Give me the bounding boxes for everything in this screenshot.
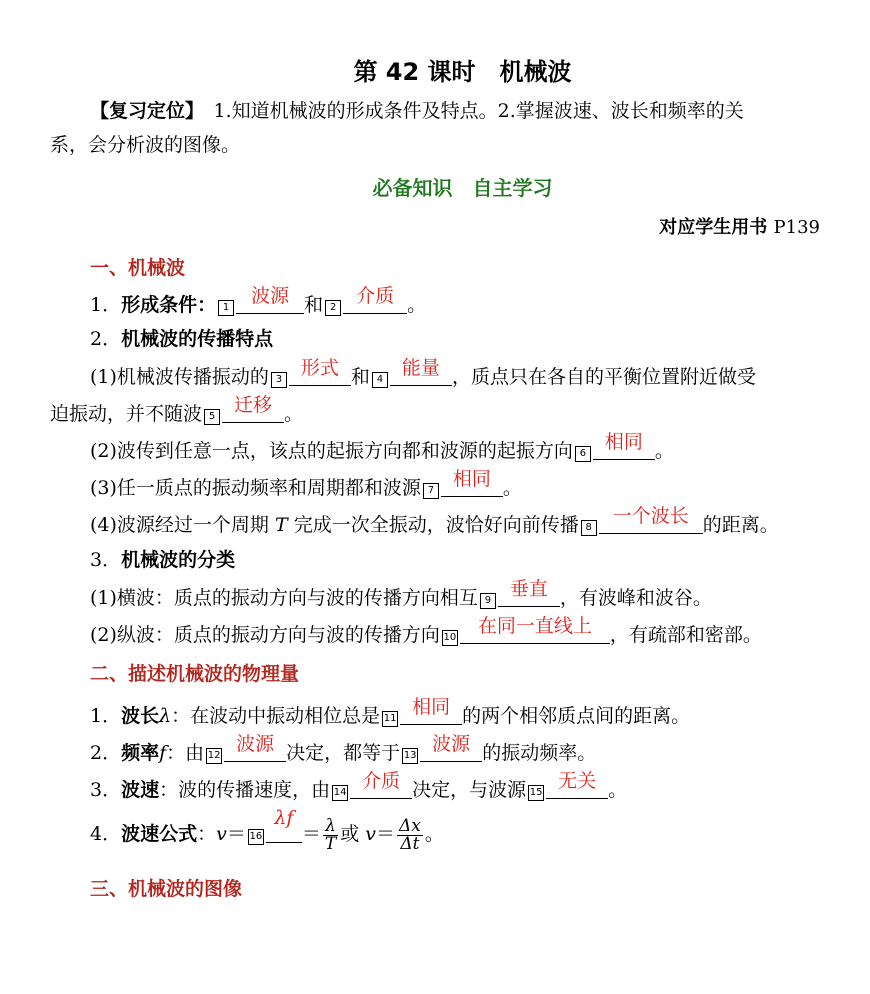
- feature-1-line-2: [50, 394, 304, 427]
- blank-number: 7: [423, 483, 439, 499]
- fraction-lambda-over-T: [323, 815, 338, 854]
- answer-text: 波源: [251, 285, 290, 307]
- equals-sign: ＝: [226, 823, 246, 845]
- blank-number: 15: [528, 785, 544, 801]
- answer-text: 垂直: [509, 578, 548, 600]
- text: (1)机械波传播振动的: [90, 366, 269, 388]
- answer-blank: [222, 394, 284, 423]
- quantity-wavelength: [90, 696, 691, 729]
- fraction-denominator: T: [324, 833, 337, 854]
- text: ：波的传播速度，由: [159, 779, 331, 801]
- text: (3)任一质点的振动频率和周期都和波源: [90, 477, 421, 499]
- answer-text: 迁移: [234, 394, 273, 416]
- item-propagation-features: [90, 326, 273, 352]
- text: 决定，与波源: [412, 779, 527, 801]
- answer-blank: [224, 733, 286, 762]
- feature-2: [90, 431, 674, 464]
- item-classification: [90, 547, 235, 573]
- item-label: 形成条件：: [121, 294, 217, 316]
- heading-mechanical-wave: 一、机械波: [90, 257, 186, 279]
- blank-number: 14: [332, 785, 348, 801]
- blank-number: 5: [204, 409, 220, 425]
- text: (1)横波：质点的振动方向与波的传播方向相互: [90, 587, 478, 609]
- blank-number: 8: [581, 520, 597, 536]
- review-text-1: 1.知道机械波的形成条件及特点。2.掌握波速、波长和频率的关: [194, 100, 744, 122]
- blank-number: 4: [372, 372, 388, 388]
- text: 的振动频率。: [482, 742, 597, 764]
- answer-text: 形式: [300, 357, 339, 379]
- quantity-wave-speed: [90, 770, 628, 803]
- symbol-v: v: [365, 823, 377, 845]
- blank-number: 1: [218, 300, 234, 316]
- item-label: 机械波的分类: [121, 549, 236, 571]
- equals-sign: ＝: [376, 823, 396, 845]
- symbol-v: v: [216, 823, 227, 845]
- answer-text: 相同: [412, 696, 451, 718]
- symbol-lambda: λ: [159, 705, 172, 727]
- review-label: 【复习定位】: [90, 100, 195, 122]
- quantity-speed-formula: [90, 807, 444, 854]
- answer-text: 在同一直线上: [477, 615, 592, 637]
- item-number: 1．: [90, 705, 122, 727]
- answer-blank: [390, 357, 452, 386]
- classification-longitudinal: [90, 615, 762, 648]
- answer-blank: [593, 431, 655, 460]
- text: 的距离。: [702, 514, 779, 536]
- reference-page: P139: [773, 217, 820, 238]
- item-number: 2．: [90, 742, 122, 764]
- symbol-period: T: [274, 514, 288, 536]
- text: 。: [608, 779, 628, 801]
- text: 的两个相邻质点间的距离。: [462, 705, 691, 727]
- answer-blank: [236, 285, 304, 314]
- reference-label: 对应学生用书: [659, 217, 768, 238]
- fraction-dx-over-dt: [397, 815, 423, 854]
- symbol-f: f: [159, 742, 167, 764]
- heading-wave-graph: 三、机械波的图像: [90, 878, 243, 900]
- answer-text: λf: [274, 807, 294, 829]
- blank-number: 10: [442, 630, 458, 646]
- answer-blank: [266, 807, 302, 843]
- item-label: 波速: [121, 779, 160, 801]
- equals-sign: ＝: [301, 823, 321, 845]
- answer-blank: [498, 578, 560, 607]
- blank-number: 13: [402, 748, 418, 764]
- item-number: 4．: [90, 823, 122, 845]
- text: (2)纵波：质点的振动方向与波的传播方向: [90, 624, 440, 646]
- text: 。: [502, 477, 522, 499]
- answer-text: 介质: [362, 770, 401, 792]
- text: ，有波峰和波谷。: [559, 587, 712, 609]
- fraction-numerator: Δx: [399, 815, 421, 836]
- text: 。: [654, 440, 674, 462]
- text: 完成一次全振动，波恰好向前传播: [287, 514, 579, 536]
- text: ：由: [166, 742, 205, 764]
- text: 。: [407, 294, 427, 316]
- review-line-2: 系，会分析波的图像。: [50, 134, 241, 156]
- text: 和: [350, 366, 370, 388]
- answer-blank: [441, 468, 503, 497]
- feature-3: [90, 468, 522, 501]
- answer-text: 无关: [558, 770, 597, 792]
- blank-number: 11: [382, 711, 398, 727]
- answer-blank: [289, 357, 351, 386]
- text: (4)波源经过一个周期: [90, 514, 275, 536]
- answer-text: 相同: [452, 468, 491, 490]
- blank-number: 6: [575, 446, 591, 462]
- reference-note: [659, 213, 820, 239]
- page-title: 第 42 课时 机械波: [353, 58, 572, 86]
- item-label: 波速公式: [121, 823, 198, 845]
- classification-transverse: [90, 578, 712, 611]
- fraction-numerator: λ: [323, 818, 338, 836]
- item-number: 3．: [90, 549, 122, 571]
- answer-text: 相同: [604, 431, 643, 453]
- text: 或: [340, 823, 366, 845]
- text: 决定，都等于: [286, 742, 401, 764]
- text: ：: [197, 823, 217, 845]
- item-number: 1．: [90, 294, 122, 316]
- item-label: 波长: [121, 705, 160, 727]
- blank-number: 2: [325, 300, 341, 316]
- text: ：在波动中振动相位总是: [171, 705, 381, 727]
- blank-number: 16: [248, 829, 264, 845]
- answer-text: 介质: [356, 285, 395, 307]
- answer-text: 一个波长: [612, 505, 689, 527]
- answer-blank: [599, 505, 703, 534]
- answer-blank: [400, 696, 462, 725]
- item-number: 2．: [90, 328, 122, 350]
- feature-1-line-1: [90, 357, 756, 390]
- fraction-denominator: Δt: [400, 833, 420, 854]
- text: 迫振动，并不随波: [50, 403, 203, 425]
- item-number: 3．: [90, 779, 122, 801]
- item-formation-conditions: [90, 285, 427, 318]
- item-label: 机械波的传播特点: [121, 328, 274, 350]
- text: 。: [424, 823, 444, 845]
- item-label: 频率: [121, 742, 160, 764]
- text: 和: [304, 294, 324, 316]
- blank-number: 12: [206, 748, 222, 764]
- answer-blank: [350, 770, 412, 799]
- answer-blank: [343, 285, 407, 314]
- answer-text: 能量: [401, 357, 440, 379]
- blank-number: 9: [480, 593, 496, 609]
- text: 。: [284, 403, 304, 425]
- feature-4: [90, 505, 779, 538]
- review-line-1: [90, 98, 744, 124]
- quantity-frequency: [90, 733, 597, 766]
- answer-text: 波源: [236, 733, 275, 755]
- text: ，有疏部和密部。: [609, 624, 762, 646]
- text: ，质点只在各自的平衡位置附近做受: [451, 366, 756, 388]
- answer-blank: [460, 615, 610, 644]
- heading-physical-quantities: 二、描述机械波的物理量: [90, 663, 300, 685]
- blank-number: 3: [271, 372, 287, 388]
- answer-blank: [420, 733, 482, 762]
- section-heading-green: 必备知识 自主学习: [372, 176, 553, 200]
- text: (2)波传到任意一点，该点的起振方向都和波源的起振方向: [90, 440, 573, 462]
- answer-blank: [546, 770, 608, 799]
- answer-text: 波源: [432, 733, 471, 755]
